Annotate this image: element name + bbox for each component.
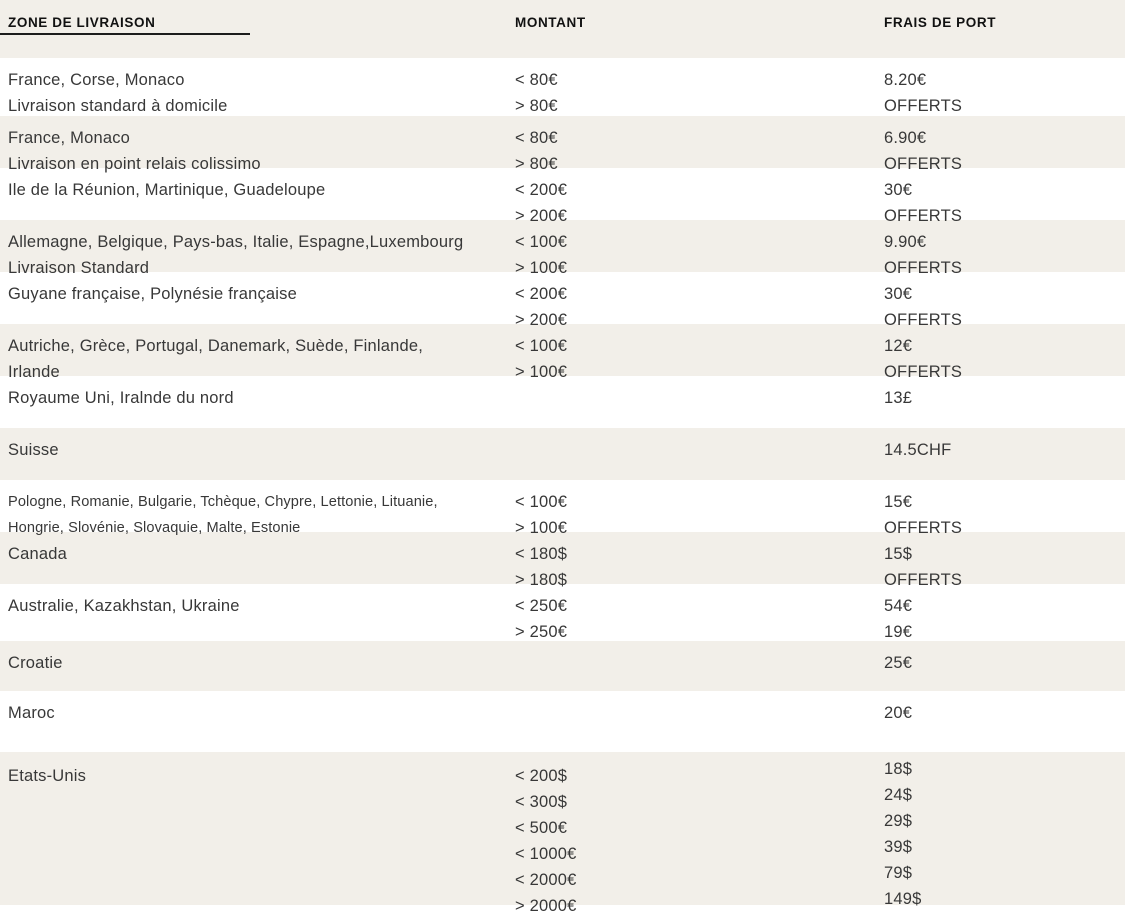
header-underline (0, 33, 250, 35)
montant-value: > 80€ (515, 97, 558, 115)
frais-value: 54€ (884, 597, 913, 615)
montant-value: < 2000€ (515, 871, 577, 889)
montant-cell (515, 763, 884, 919)
montant-cell (515, 489, 884, 541)
montant-value: < 1000€ (515, 845, 577, 863)
column-header-zone: ZONE DE LIVRAISON (8, 15, 156, 30)
frais-value: 29$ (884, 812, 913, 830)
zone-label: Croatie (8, 654, 63, 672)
frais-value: 24$ (884, 786, 913, 804)
frais-cell (884, 541, 1125, 593)
column-header-frais: FRAIS DE PORT (884, 15, 997, 30)
frais-cell (884, 489, 1125, 541)
frais-value: 30€ (884, 285, 913, 303)
montant-value: < 200€ (515, 181, 568, 199)
montant-value: > 100€ (515, 259, 568, 277)
montant-value: < 500€ (515, 819, 568, 837)
frais-cell (884, 385, 1125, 428)
montant-value: > 80€ (515, 155, 558, 173)
frais-value: 18$ (884, 760, 913, 778)
zone-label: Livraison Standard (8, 259, 150, 277)
frais-value: 39$ (884, 838, 913, 856)
montant-value: < 250€ (515, 597, 568, 615)
frais-value: 149$ (884, 890, 922, 908)
montant-cell (515, 385, 884, 428)
frais-value: 13£ (884, 389, 913, 407)
frais-value: OFFERTS (884, 571, 963, 589)
zone-cell (0, 67, 515, 119)
zone-label: France, Corse, Monaco (8, 71, 185, 89)
zone-label: Hongrie, Slovénie, Slovaquie, Malte, Estonie (8, 520, 301, 536)
montant-value: > 180$ (515, 571, 568, 589)
montant-value: < 200$ (515, 767, 568, 785)
table-row (0, 752, 1125, 915)
zone-cell (0, 333, 515, 385)
zone-label: Autriche, Grèce, Portugal, Danemark, Suède, Finlande, (8, 337, 424, 355)
zone-label: Ile de la Réunion, Martinique, Guadeloupe (8, 181, 326, 199)
zone-cell (0, 385, 515, 428)
zone-label: Allemagne, Belgique, Pays-bas, Italie, Espagne,Luxembourg (8, 233, 464, 251)
frais-cell (884, 333, 1125, 385)
montant-value: < 100€ (515, 493, 568, 511)
frais-cell (884, 281, 1125, 333)
zone-label: Livraison en point relais colissimo (8, 155, 261, 173)
montant-value: > 100€ (515, 519, 568, 537)
frais-value: 8.20€ (884, 71, 927, 89)
zone-cell (0, 541, 515, 593)
montant-value: < 180$ (515, 545, 568, 563)
montant-cell (515, 650, 884, 691)
montant-cell (515, 541, 884, 593)
zone-cell (0, 229, 515, 281)
frais-cell (884, 437, 1125, 480)
column-header-montant: MONTANT (515, 15, 586, 30)
montant-value: > 200€ (515, 207, 568, 225)
montant-cell (515, 281, 884, 333)
zone-cell (0, 437, 515, 480)
montant-cell (515, 700, 884, 752)
frais-value: 30€ (884, 181, 913, 199)
frais-value: 19€ (884, 623, 913, 641)
zone-label: Etats-Unis (8, 767, 87, 785)
zone-label: Suisse (8, 441, 59, 459)
frais-cell (884, 593, 1125, 645)
montant-value: < 100€ (515, 337, 568, 355)
montant-cell (515, 125, 884, 177)
frais-value: 20€ (884, 704, 913, 722)
zone-label: Livraison standard à domicile (8, 97, 228, 115)
montant-value: < 100€ (515, 233, 568, 251)
montant-value: < 80€ (515, 71, 558, 89)
montant-value: > 2000€ (515, 897, 577, 915)
montant-cell (515, 67, 884, 119)
frais-value: 15$ (884, 545, 913, 563)
frais-cell (884, 177, 1125, 229)
zone-cell (0, 763, 515, 919)
frais-value: 9.90€ (884, 233, 927, 251)
frais-value: OFFERTS (884, 259, 963, 277)
frais-cell (884, 67, 1125, 119)
frais-value: OFFERTS (884, 97, 963, 115)
montant-value: > 100€ (515, 363, 568, 381)
frais-cell (884, 650, 1125, 691)
zone-cell (0, 177, 515, 229)
frais-value: OFFERTS (884, 363, 963, 381)
zone-cell (0, 281, 515, 333)
table-row (0, 58, 1125, 116)
frais-value: 6.90€ (884, 129, 927, 147)
zone-label: Maroc (8, 704, 55, 722)
frais-cell (884, 125, 1125, 177)
montant-cell (515, 177, 884, 229)
frais-value: 12€ (884, 337, 913, 355)
zone-label: France, Monaco (8, 129, 131, 147)
zone-label: Irlande (8, 363, 60, 381)
zone-label: Pologne, Romanie, Bulgarie, Tchèque, Chypre, Lettonie, Lituanie, (8, 494, 438, 510)
zone-cell (0, 650, 515, 691)
zone-label: Royaume Uni, Iralnde du nord (8, 389, 234, 407)
frais-value: OFFERTS (884, 207, 963, 225)
table-row (0, 116, 1125, 173)
montant-cell (515, 333, 884, 385)
frais-value: 79$ (884, 864, 913, 882)
zone-cell (0, 593, 515, 645)
montant-cell (515, 229, 884, 281)
frais-value: OFFERTS (884, 155, 963, 173)
frais-value: 14.5CHF (884, 441, 952, 459)
table-body (0, 58, 1125, 915)
table-row (0, 691, 1125, 752)
frais-cell (884, 229, 1125, 281)
montant-value: < 80€ (515, 129, 558, 147)
table-row (0, 584, 1125, 641)
zone-cell (0, 700, 515, 752)
montant-value: < 300$ (515, 793, 568, 811)
zone-cell (0, 489, 515, 541)
frais-value: OFFERTS (884, 519, 963, 537)
frais-value: 15€ (884, 493, 913, 511)
table-header-row (0, 0, 1125, 58)
montant-value: < 200€ (515, 285, 568, 303)
montant-cell (515, 437, 884, 480)
table-row (0, 480, 1125, 537)
zone-label: Australie, Kazakhstan, Ukraine (8, 597, 240, 615)
frais-cell (884, 700, 1125, 752)
table-row (0, 428, 1125, 480)
frais-value: OFFERTS (884, 311, 963, 329)
montant-cell (515, 593, 884, 645)
frais-cell (884, 756, 1125, 919)
frais-value: 25€ (884, 654, 913, 672)
montant-value: > 250€ (515, 623, 568, 641)
table-row (0, 641, 1125, 691)
zone-label: Guyane française, Polynésie française (8, 285, 297, 303)
montant-value: > 200€ (515, 311, 568, 329)
zone-cell (0, 125, 515, 177)
zone-label: Canada (8, 545, 67, 563)
